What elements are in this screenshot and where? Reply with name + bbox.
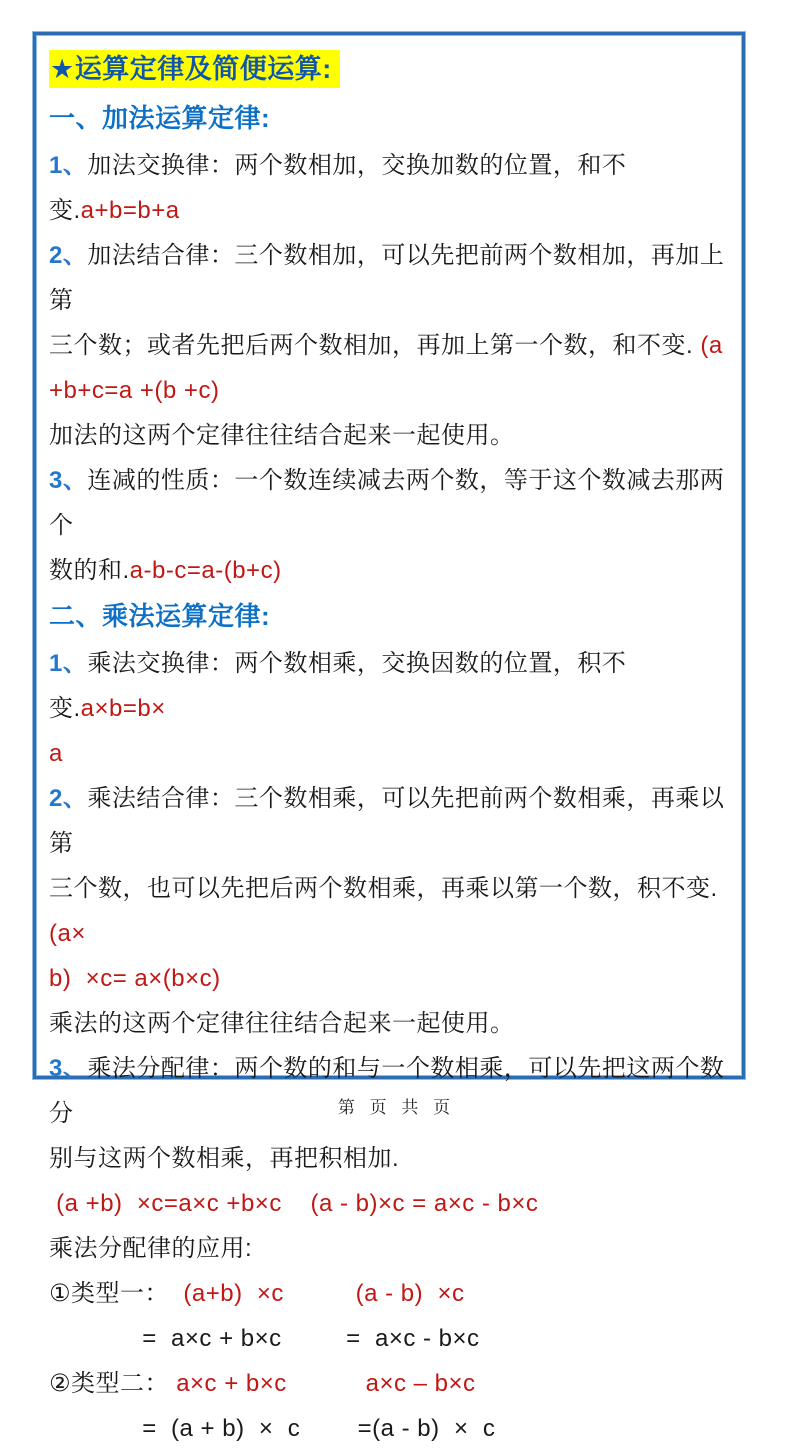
- text-segment: (a+b) ×c: [183, 1280, 284, 1307]
- text-segment: [287, 1370, 366, 1397]
- text-line: [49, 95, 732, 143]
- text-line: [49, 1001, 732, 1046]
- text-line: [49, 956, 732, 1001]
- text-segment: 3、: [49, 1055, 88, 1082]
- text-segment: b) ×c= a×(b×c): [49, 965, 221, 992]
- text-segment: 加法结合律：三个数相加，可以先把前两个数相加，再加上第: [49, 242, 725, 314]
- text-line: [49, 233, 732, 323]
- text-line: [49, 368, 732, 413]
- text-segment: 乘法分配律的应用:: [49, 1235, 253, 1262]
- text-line: [49, 776, 732, 866]
- text-segment: 加法的这两个定律往往结合起来一起使用。: [49, 422, 515, 449]
- text-line: [49, 413, 732, 458]
- text-segment: 乘法分配律：两个数的和与一个数相乘，可以先把这两个数分: [49, 1055, 725, 1127]
- text-segment: 1、: [49, 650, 88, 677]
- text-segment: 乘法结合律：三个数相乘，可以先把前两个数相乘，再乘以第: [49, 785, 725, 857]
- text-segment: 连减的性质：一个数连续减去两个数，等于这个数减去那两个: [49, 467, 725, 539]
- text-segment: = a×c + b×c = a×c - b×c: [49, 1325, 480, 1352]
- text-segment: a-b-c=a-(b+c): [129, 557, 282, 584]
- text-line: [49, 458, 732, 548]
- text-segment: 2、: [49, 242, 88, 269]
- text-segment: 1、: [49, 152, 88, 179]
- text-line: [49, 548, 732, 593]
- document-body: [49, 45, 732, 1451]
- text-line: [49, 323, 732, 368]
- text-line: [49, 866, 732, 956]
- text-segment: ★运算定律及简便运算:: [49, 50, 340, 88]
- text-segment: a: [49, 740, 63, 767]
- text-segment: 一、加法运算定律:: [49, 103, 271, 133]
- text-line: [49, 1181, 732, 1226]
- text-segment: 别与这两个数相乘，再把积相加.: [49, 1145, 400, 1172]
- text-line: [49, 1361, 732, 1406]
- text-segment: (a - b) ×c: [355, 1280, 465, 1307]
- text-line: [49, 1046, 732, 1136]
- text-line: [49, 593, 732, 641]
- text-line: [49, 1136, 732, 1181]
- text-segment: a+b=b+a: [80, 197, 180, 224]
- text-segment: a×b=b×: [80, 695, 166, 722]
- text-segment: ①类型一：: [49, 1280, 184, 1307]
- text-segment: a×c + b×c: [176, 1370, 287, 1397]
- text-segment: (a: [700, 332, 723, 359]
- text-segment: 加法交换律：两个数相加，交换加数的位置，和不变.: [49, 152, 627, 224]
- text-segment: 数的和.: [49, 557, 130, 584]
- page-footer: 第 页 共 页: [337, 1098, 456, 1117]
- text-line: [49, 143, 732, 233]
- text-segment: 乘法的这两个定律往往结合起来一起使用。: [49, 1010, 515, 1037]
- text-line: [49, 1226, 732, 1271]
- text-line: [49, 1271, 732, 1316]
- text-segment: (a×: [49, 920, 86, 947]
- text-line: [49, 1406, 732, 1451]
- text-line: [49, 731, 732, 776]
- text-segment: 三个数，也可以先把后两个数相乘，再乘以第一个数，积不变.: [49, 875, 725, 902]
- text-segment: +b+c=a +(b +c): [49, 377, 220, 404]
- text-segment: 乘法交换律：两个数相乘，交换因数的位置，积不变.: [49, 650, 627, 722]
- text-segment: = (a + b) × c =(a - b) × c: [49, 1415, 496, 1442]
- text-segment: 3、: [49, 467, 88, 494]
- text-segment: (a +b) ×c=a×c +b×c (a - b)×c = a×c - b×c: [49, 1190, 539, 1217]
- text-line: [49, 1316, 732, 1361]
- text-line: [49, 641, 732, 731]
- text-segment: 2、: [49, 785, 88, 812]
- text-line: [49, 45, 732, 95]
- text-segment: a×c – b×c: [365, 1370, 476, 1397]
- text-segment: 二、乘法运算定律:: [49, 601, 271, 631]
- text-segment: ②类型二：: [49, 1370, 177, 1397]
- text-segment: [284, 1280, 356, 1307]
- text-segment: 三个数；或者先把后两个数相加，再加上第一个数，和不变.: [49, 332, 701, 359]
